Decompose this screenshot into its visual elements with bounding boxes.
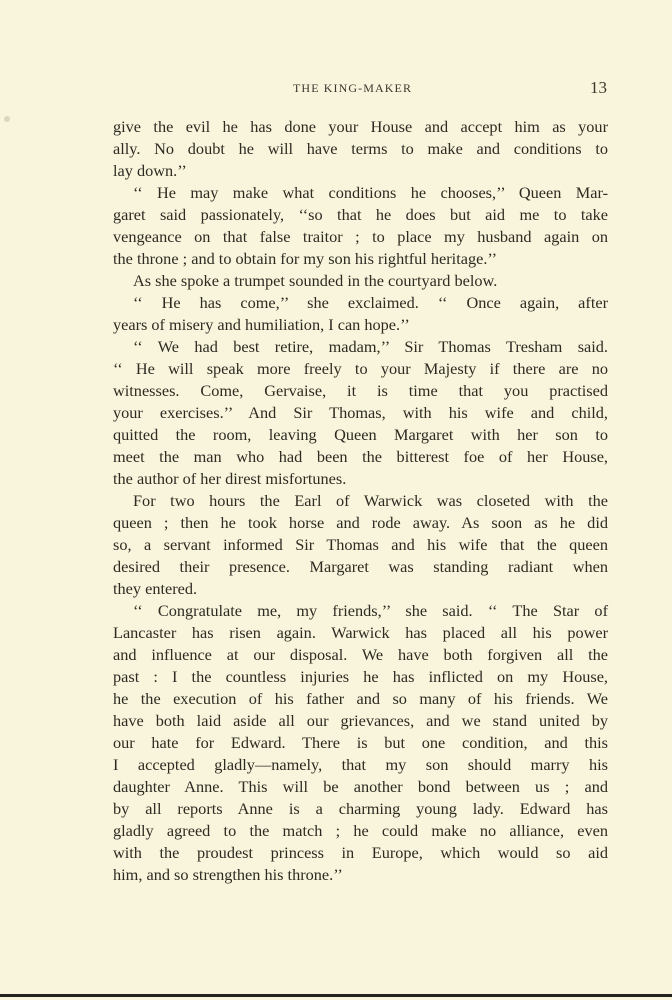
text-line: years of misery and humiliation, I can hope.’’ xyxy=(113,315,410,334)
text-line: past : I the countless injuries he has inflicted on my House, xyxy=(113,667,608,686)
text-line: he the execution of his father and so many of his friends. We xyxy=(113,689,608,708)
bottom-edge-rule xyxy=(0,994,672,997)
body-text xyxy=(113,116,608,886)
text-line: have both laid aside all our grievances, and we stand united by xyxy=(113,711,608,730)
text-line: by all reports Anne is a charming young lady. Edward has xyxy=(113,799,608,818)
text-line: with the proudest princess in Europe, which would so aid xyxy=(113,843,608,862)
text-line: they entered. xyxy=(113,579,198,598)
text-line: ally. No doubt he will have terms to make and conditions to xyxy=(113,139,608,158)
text-line: meet the man who had been the bitterest foe of her House, xyxy=(113,447,608,466)
text-line: queen ; then he took horse and rode away. As soon as he did xyxy=(113,513,608,532)
text-line: Lancaster has risen again. Warwick has placed all his power xyxy=(113,623,608,642)
text-line: I accepted gladly—namely, that my son should marry his xyxy=(113,755,608,774)
text-line: him, and so strengthen his throne.’’ xyxy=(113,865,343,884)
text-line: ‘‘ He will speak more freely to your Majesty if there are no xyxy=(113,359,608,378)
text-line: As she spoke a trumpet sounded in the courtyard below. xyxy=(133,271,498,290)
running-title: THE KING-MAKER xyxy=(293,81,413,95)
text-line: garet said passionately, ‘‘so that he does but aid me to take xyxy=(113,205,608,224)
text-line: quitted the room, leaving Queen Margaret with her son to xyxy=(113,425,608,444)
text-line: the author of her direst misfortunes. xyxy=(113,469,347,488)
text-line: and influence at our disposal. We have both forgiven all the xyxy=(113,645,608,664)
text-line: ‘‘ We had best retire, madam,’’ Sir Thomas Tresham said. xyxy=(133,337,608,356)
text-line: ‘‘ He has come,’’ she exclaimed. ‘‘ Once again, after xyxy=(133,293,608,312)
text-line: your exercises.’’ And Sir Thomas, with his wife and child, xyxy=(113,403,608,422)
text-line: desired their presence. Margaret was standing radiant when xyxy=(113,557,608,576)
text-line: our hate for Edward. There is but one condition, and this xyxy=(113,733,608,752)
text-line: the throne ; and to obtain for my son his rightful heritage.’’ xyxy=(113,249,498,268)
text-line: daughter Anne. This will be another bond between us ; and xyxy=(113,777,608,796)
text-line: give the evil he has done your House and accept him as your xyxy=(113,117,608,136)
text-line: lay down.’’ xyxy=(113,161,187,180)
text-line: vengeance on that false traitor ; to place my husband again on xyxy=(113,227,608,246)
text-line: ‘‘ He may make what conditions he chooses,’’ Queen Mar- xyxy=(133,183,608,202)
paper-speck xyxy=(4,116,10,122)
text-line: witnesses. Come, Gervaise, it is time that you practised xyxy=(113,381,608,400)
page-header xyxy=(0,78,672,100)
page-number: 13 xyxy=(590,78,607,97)
text-line: gladly agreed to the match ; he could make no alliance, even xyxy=(113,821,608,840)
text-line: so, a servant informed Sir Thomas and his wife that the queen xyxy=(113,535,608,554)
text-line: For two hours the Earl of Warwick was closeted with the xyxy=(133,491,608,510)
text-line: ‘‘ Congratulate me, my friends,’’ she said. ‘‘ The Star of xyxy=(133,601,608,620)
